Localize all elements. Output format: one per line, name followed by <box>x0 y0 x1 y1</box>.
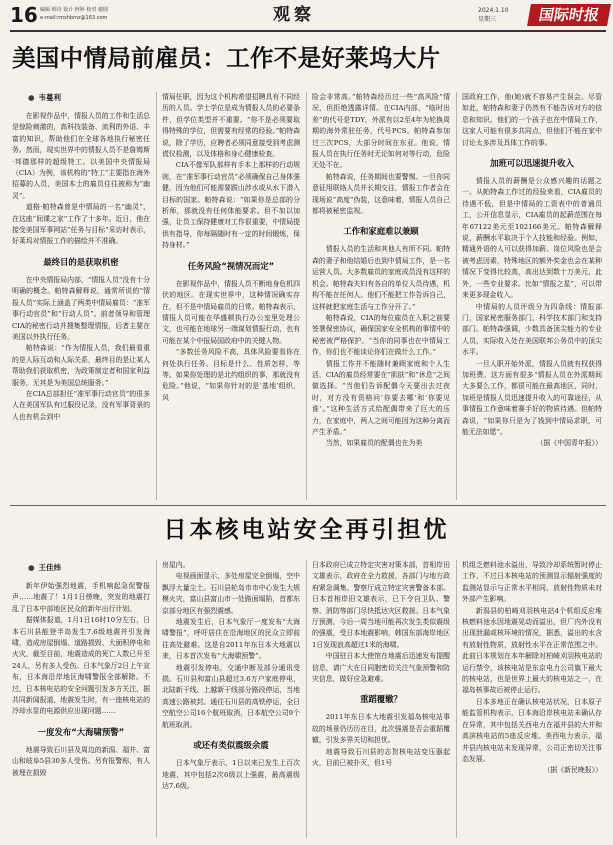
paragraph: 日本政府已成立特定灾害对策本部，首相岸田文雄表示，政府在全力救援，各部门与地方政府紧急调集。警察厅成立特定灾害警备本部。日本首相岸田文雄表示，已下令自卫队、警察、消防等部门尽快抵达灾区救援。日本气象厅预测，今后一周当地可能再次发生类似震级的强震，受日本地震影响，韩国东部海岸地区1日发现浪高超过1米的海啸。 <box>312 561 450 649</box>
paragraph: 据媒体报道，1月1日16时10分左右，日本石川县能登半岛发生7.6级地震并引发海啸，造成房屋倒塌、道路损毁、大面积停电和火灾，截至目前，地震造成的死亡人数已升至24人，另有多人受伤。日本气象厅2日上午宣布，日本海沿岸地区海啸警报全部解除。不过，日本核电站的安全问题引发多方关注，据共同新闻报道，地震发生时，有一座核电站的冷却水泵的电源供应出现问题…… <box>12 616 150 716</box>
paragraph: 情报工作并不能随时兼顾家庭和个人生活，CIA的雇员经常要在“肌肤”和“休息”之间做选择。“当他们告诉配偶今天要出去过夜时，对方没有资格问‘你要去哪’和‘你要见谁’。”这种生活方式给配偶带来了巨大的压力，在家庭中，两人之间可能因为这种分离而产生矛盾。” <box>312 359 450 436</box>
date-text: 2024.1.10 <box>478 7 509 14</box>
paragraph: 情报人员的薪酬是公众感兴趣的话题之一。从帕特森工作过的经验来看，CIA雇员的待遇不低，但是中情局的工资表中的普通员工，公开信息显示，CIA雇员的起薪范围在每年67122美元至102166美元。帕特森解释说，薪酬水平取决于个人技能和经验。例如，精通外语的人可以获得加薪。岗位风险也是会被考虑因素，特殊地区的额外奖金也会在某种情况下变得比较高，高出达到数十万美元，此外，一些专业要求。比如“情报之星”，可以带来更多现金收入。 <box>462 177 602 300</box>
source-credit: （据《新民晚报》） <box>543 766 602 775</box>
paragraph: 地震导致石川县的志贺核电站变压器起火，目前已被扑灭，但1号 <box>312 747 450 768</box>
column-divider <box>456 560 457 838</box>
author-name: 韦蔓利 <box>38 93 62 102</box>
paragraph: 地震导致石川县及周边的新潟、福井、富山和岐阜5县30多人受伤。另有报警称，有人被埋在损毁 <box>12 745 150 777</box>
column-divider <box>306 560 307 838</box>
paragraph: 电视画面显示，多处房屋完全倒塌，空中飘浮大量尘土。石川县轮岛市市中心发生大规模火灾，富山县富山市一处路面塌陷，首都东京部分地区有强烈震感。 <box>162 572 300 615</box>
paragraph: 机组乏燃料池水溢出，导致冷却系统暂时停止工作，不过日本核电站的预测显示辐射强度的监测站显示与正常水平相同，放射性物质未对外部产生影响。 <box>462 561 602 604</box>
paragraph: 中国驻日本大使馆在地震后迅速发布提醒信息，请广大在日同胞密切关注气象预警和防灾信息，做好应急避难。 <box>312 652 450 684</box>
paragraph: 险会非常高。”帕特森经历过一些“高风险”情况，但拒绝透露详情。在CIA内部，“临时出差”的代号是TDY，外派有以2至4年为轮换周期的海外常驻任务，代号PCS。帕特森参加过三次PCS，大部分时间在东亚。他说，情报人员在执行任务时无论如何对等行动，危险无处不在。 <box>312 93 450 170</box>
paragraph: 日本气象厅表示，1日以来已发生上百次地震，其中包括2次6级以上强震，最高震级达7.6级。 <box>162 759 300 790</box>
subheading: 或还有类似震级余震 <box>193 740 269 751</box>
paragraph: 2011年东日本大地震引发福岛核电站事故的场景仍历历在目，此次强震是否会重蹈覆辙，引发多界关切和担忧。 <box>312 713 450 745</box>
paragraph: CIA不像军队那样有手本上那样的行动规则，在“准军事行动官员”必须确保自己身体强健，因为他们可能需要跋山涉水或从水下潜入目标的国家。帕特森说：“如果你是总部的分析师，那就没有任何体能要求。但不加以加强，让员工保持健康对工作很重要，中情局提供有指导，你每隔随时有一定的时间锻炼，保持身材。” <box>162 161 300 250</box>
paragraph: 房屋内。 <box>162 561 190 569</box>
article2-column-3 <box>312 560 450 840</box>
paragraph: 中情局的人员评级分为四条线：情报部门，国家秘密服务部门，科学技术部门和支持部门。帕特森强调，少数具备顶尖能力的专业人员，实际收入处在美国联邦公务员中的顶尖水平。 <box>462 302 602 357</box>
column-divider <box>156 560 157 838</box>
article1-headline: 美国中情局前雇员：工作不是好莱坞大片 <box>12 44 441 72</box>
article-divider <box>10 505 606 506</box>
weekday-text: 星期三 <box>478 16 497 23</box>
paragraph: 在中央情报局内部，“情报人员”没有十分明确的概念。帕特森解释说，通常所说的“情报人员”实际上涵盖了两类中情局雇员：“准军事行动官员”和“行动人员”。前者领导和管理CIA的秘密行动并搜集整理情报，后者主要在美国以外执行任务。 <box>12 275 150 341</box>
source-credit: （据《中国青年报》） <box>536 439 602 448</box>
column-divider <box>306 92 307 500</box>
paragraph: 帕特森说，任务期间也要警惕。一旦你同意征用联络人员并长期交往，情报工作者会在现场说“高度”伪装，这意味着，情报人员自己都将被秘密监视。 <box>312 172 450 216</box>
editor-credits <box>40 6 240 22</box>
editor-names: 编辑 韩诗 设计 柯婷 校对 谢圆 <box>40 7 108 13</box>
bullet-icon: ● <box>28 563 35 572</box>
section-title: 观察 <box>273 5 315 25</box>
subheading: 工作和家庭难以兼顾 <box>343 226 419 237</box>
paragraph: 情局任职，因为这个机构希望招聘具有不同经历的人员。学士学位是成为情报人员的必要条件，但学位类型并不重要。“你不是必须要取得特殊的学位，但需要有经常的经验。”帕特森说，除了学历，应聘者必须同意接受到考虑测谎仪检测，以及体格和身心健康检查。 <box>162 93 300 159</box>
article1-column-2 <box>162 92 300 502</box>
article2-column-4 <box>462 560 602 840</box>
subheading: 重蹈覆辙？ <box>360 694 402 705</box>
paragraph: 地震发生后，日本气象厅一度发布“大海啸警报”，呼吁居住在沿海地区的民众立即前往高处避难。这是自2011年东日本大地震以来，日本首次发布“大海啸预警”。 <box>162 618 300 661</box>
paragraph: 一旦人职开始外派，情报人员就有权获得加班费。这方面有很多“情报人员在外派期间大多要么工作，都很可能在最高地区，同时，加班是情报人员迅速提升收入的可靠途径，从事情报工作意味着赛手好的物质待遇。但帕特森说，“如果你只是为了钱到中情局求职，可能无法如愿”。 <box>462 359 602 436</box>
paragraph: 帕特森说，CIA的每位雇员在入职之前要签署保密协议，确保国家安全机构的事情中的秘密被严格保护。“当你的同事也在中情局工作，你们也不能谈论你们在做什么工作。” <box>312 313 450 357</box>
article2-column-2 <box>162 560 300 840</box>
paragraph: 在影视作品中，情报人员的工作和生活总是惊险刺激的，高科技装备、流利的外语、丰富的知识，帮助他们在全球各地执行秘密任务。然而，现实世界中的情报人员不是詹姆斯·邦德那样的超级特工。以美国中央情报局（CIA）为例，该机构的“特工”主要指在海外招募的人员，美国本土的雇员往往被称为“幽灵”。 <box>12 112 150 200</box>
paragraph: 地震引发停电，交通中断及部分通讯受损。石川县和富山县超过3.6万户家庭停电，北陆新干线、上越新干线部分路段停运，当地高速公路被封。通往石川县的高铁停运，全日空航空公司16个航班取消，日本航空公司9个航班取消。 <box>162 663 300 729</box>
subheading: 加班可以迅速提升收入 <box>490 158 574 169</box>
paragraph: 当然，如果雇员的配偶也在为美 <box>325 439 423 448</box>
paragraph: 情报人员的生活和其他人有所不同。帕特森的妻子和他结婚后也到中情局工作，是一名运营人员。大多数雇员的家庭成员没有这样的机会。帕特森夫妇有各自的单位人员待遇，机构不能在任何人。他们不能把工作告诉自己，这样就把家庭生活与工作分开了。” <box>312 245 450 311</box>
header-divider <box>10 30 606 32</box>
editor-email: e-mail:rmshbmz@163.com <box>40 15 108 21</box>
paragraph: 新潟县的柏崎刈羽核电站4个机组反应堆核燃料池水因地震晃动而溢出，但厂内外没有出现泄漏或核环境的情况，据悉，溢出的水含有放射性物质，放射性水平在正常范围之中。此前日本规划在本年解除对柏崎刈羽核电站的运行禁令，该核电站是东京电力公司旗下最大的核电站，也是世界上最大的核电站之一，在福岛核事故后被停止运行。 <box>462 606 602 695</box>
paragraph: 帕特森说：“作为情报人员，我们最看重的是人际互动和人际关系，最终目的是让某人帮助我们获取机密，为政策制定者和国家利益服务，无其是为美国总统服务。” <box>12 344 150 387</box>
article1-column-1 <box>12 86 150 502</box>
article2-author <box>28 562 150 573</box>
article1-column-4 <box>462 92 602 502</box>
author-name: 王佳炜 <box>38 563 62 572</box>
paragraph: 道格·帕特森曾是中情局的一名“幽灵”，在这座“间谍之家”工作了十多年。近日，他在接受美国军事网站“任务与目标”采访时表示，好莱坞对情报工作的描绘并不准确。 <box>12 203 150 246</box>
article1-column-3 <box>312 92 450 502</box>
article1-author <box>28 92 150 103</box>
paragraph: 在影视作品中，情报人员不断地身危机四伏的地区。在现实世界中，这种情况确实存在，但不是中情局雇员的日常。帕特森表示，情报人员可能在华盛顿执行办公室里处理公文，也可能在地球另一端谋划情报行动，也有可能在某个中报局国政府中的关键人物。 <box>162 279 300 345</box>
page-number: 16 <box>10 3 38 27</box>
paragraph: 新年伊始强烈地震，手机响起急促警报声……地震了！1月1日傍晚，突发的地震打乱了日本中部地区民众的新年出行计划。 <box>12 582 150 613</box>
paragraph: “多数任务风险不高，具体风险要看你在何处执行任务、目标是什么、性质怎样，等等。如果你处理的是北约组织的事，那就没有危险。”他说，“如果你针对的是‘基地’组织，风 <box>162 348 300 402</box>
paragraph: 国政府工作，他(她)就不容易产生误会。尽管如此，帕特森和妻子仍然有不能告诉对方的信息和知识。他们的一个孩子也在中情局工作，这家人可能有很多共同点，但他们不能在家中讨论太多涉及具体工作的事。 <box>462 93 602 147</box>
column-divider <box>156 92 157 500</box>
issue-date <box>478 6 509 24</box>
article2-headline: 日本核电站安全再引担忧 <box>163 517 450 543</box>
bullet-icon: ● <box>28 93 35 102</box>
article2-column-1 <box>12 556 150 840</box>
page-header <box>10 4 606 30</box>
newspaper-logo: 国际时报 <box>527 4 611 26</box>
column-divider <box>456 92 457 500</box>
paragraph: 日本多地正在确认核电站状况，日本原子能监管机构表示，日本海沿岸核电站未确认存在异常，其中包括关西电力在福井县的大井和高滨核电站的5座反应堆。美西电力表示，福井县内核电站未发现异常，公司正密切关注事态发展。 <box>462 697 602 763</box>
subheading: 任务风险“视情况而定” <box>187 260 275 271</box>
paragraph: 在CIA总部担任“准军事行动官员”的很多人在美国军队有过服役记录，没有军事背景的人也有机会到中 <box>12 389 150 421</box>
subheading: 最终目的是获取机密 <box>43 256 119 267</box>
subheading: 一度发布“大海啸预警” <box>37 726 125 737</box>
